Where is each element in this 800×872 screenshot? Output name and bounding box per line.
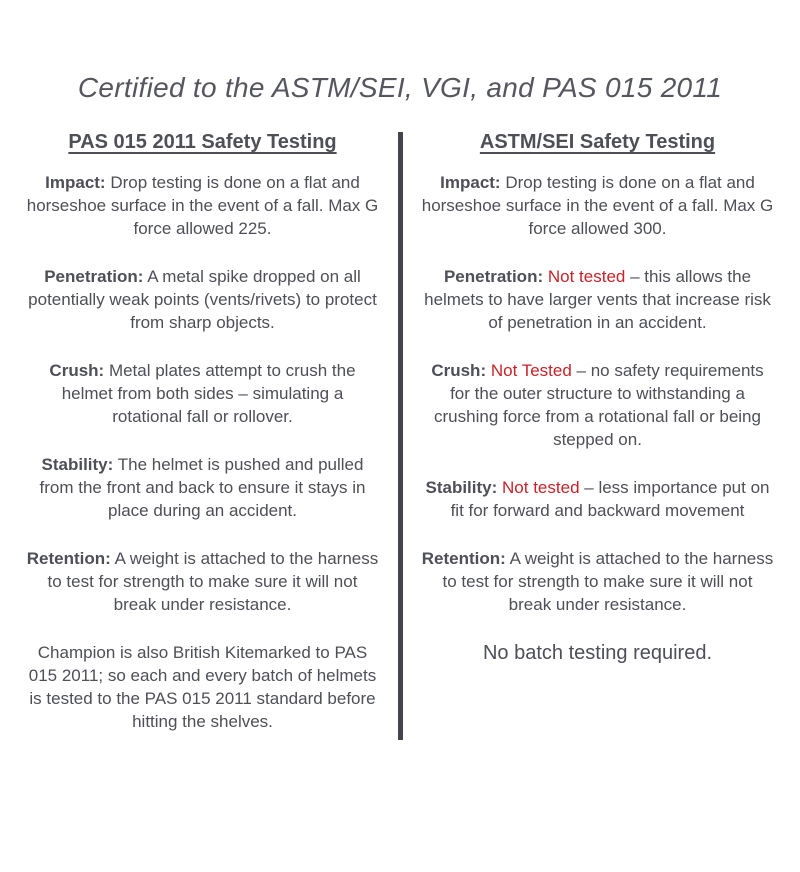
- section-label: Impact:: [440, 173, 501, 192]
- not-tested-status: Not Tested: [490, 361, 572, 380]
- section-retention: [27, 547, 379, 616]
- section-label: Retention:: [26, 549, 111, 568]
- page-title: Certified to the ASTM/SEI, VGI, and PAS 015 2011: [77, 72, 723, 103]
- not-tested-status: Not tested: [502, 478, 580, 497]
- section-penetration: [422, 265, 774, 334]
- section-impact: [422, 171, 774, 240]
- section-body: A weight is attached to the harness to test for strength to make sure it will not break under resistance.: [47, 549, 379, 614]
- section-body: Drop testing is done on a flat and horseshoe surface in the event of a fall. Max G force allowed 225.: [26, 173, 379, 238]
- section-label: Stability:: [425, 478, 498, 497]
- column-astm-sei: [422, 130, 774, 666]
- section-stability: [27, 453, 379, 522]
- section-body: – no safety requirements for the outer structure to withstanding a crushing force from a rotational fall or being stepped on.: [434, 361, 764, 449]
- column-heading-pas: PAS 015 2011 Safety Testing: [68, 131, 337, 153]
- no-batch-testing-note: No batch testing required.: [482, 642, 713, 664]
- section-body: The helmet is pushed and pulled from the front and back to ensure it stays in place during an accident.: [39, 455, 366, 520]
- section-crush: [27, 359, 379, 428]
- section-penetration: [27, 265, 379, 334]
- pas-kitemark-note: Champion is also British Kitemarked to PAS 015 2011; so each and every batch of helmets is tested to the PAS 015 2011 standard before hitting the shelves.: [28, 643, 377, 731]
- vertical-divider: [398, 132, 403, 740]
- section-body: Metal plates attempt to crush the helmet from both sides – simulating a rotational fall or rollover.: [61, 361, 356, 426]
- section-body: – less importance put on fit for forward and backward movement: [450, 478, 770, 520]
- section-body: A weight is attached to the harness to test for strength to make sure it will not break under resistance.: [442, 549, 774, 614]
- section-label: Penetration:: [44, 267, 144, 286]
- section-retention: [422, 547, 774, 616]
- comparison-columns: [0, 130, 800, 740]
- section-label: Penetration:: [443, 267, 544, 286]
- section-impact: [27, 171, 379, 240]
- section-label: Stability:: [41, 455, 114, 474]
- section-label: Crush:: [431, 361, 487, 380]
- section-crush: [422, 359, 774, 451]
- column-heading-astm: ASTM/SEI Safety Testing: [479, 131, 716, 153]
- section-body: Drop testing is done on a flat and horseshoe surface in the event of a fall. Max G force allowed 300.: [421, 173, 774, 238]
- not-tested-status: Not tested: [547, 267, 626, 286]
- section-label: Crush:: [49, 361, 105, 380]
- column-pas-015-2011: [27, 130, 379, 733]
- section-body: A metal spike dropped on all potentially weak points (vents/rivets) to protect from sharp objects.: [28, 267, 377, 332]
- section-body: – this allows the helmets to have larger vents that increase risk of penetration in an accident.: [424, 267, 771, 332]
- section-label: Retention:: [421, 549, 506, 568]
- section-stability: [422, 476, 774, 522]
- section-label: Impact:: [45, 173, 106, 192]
